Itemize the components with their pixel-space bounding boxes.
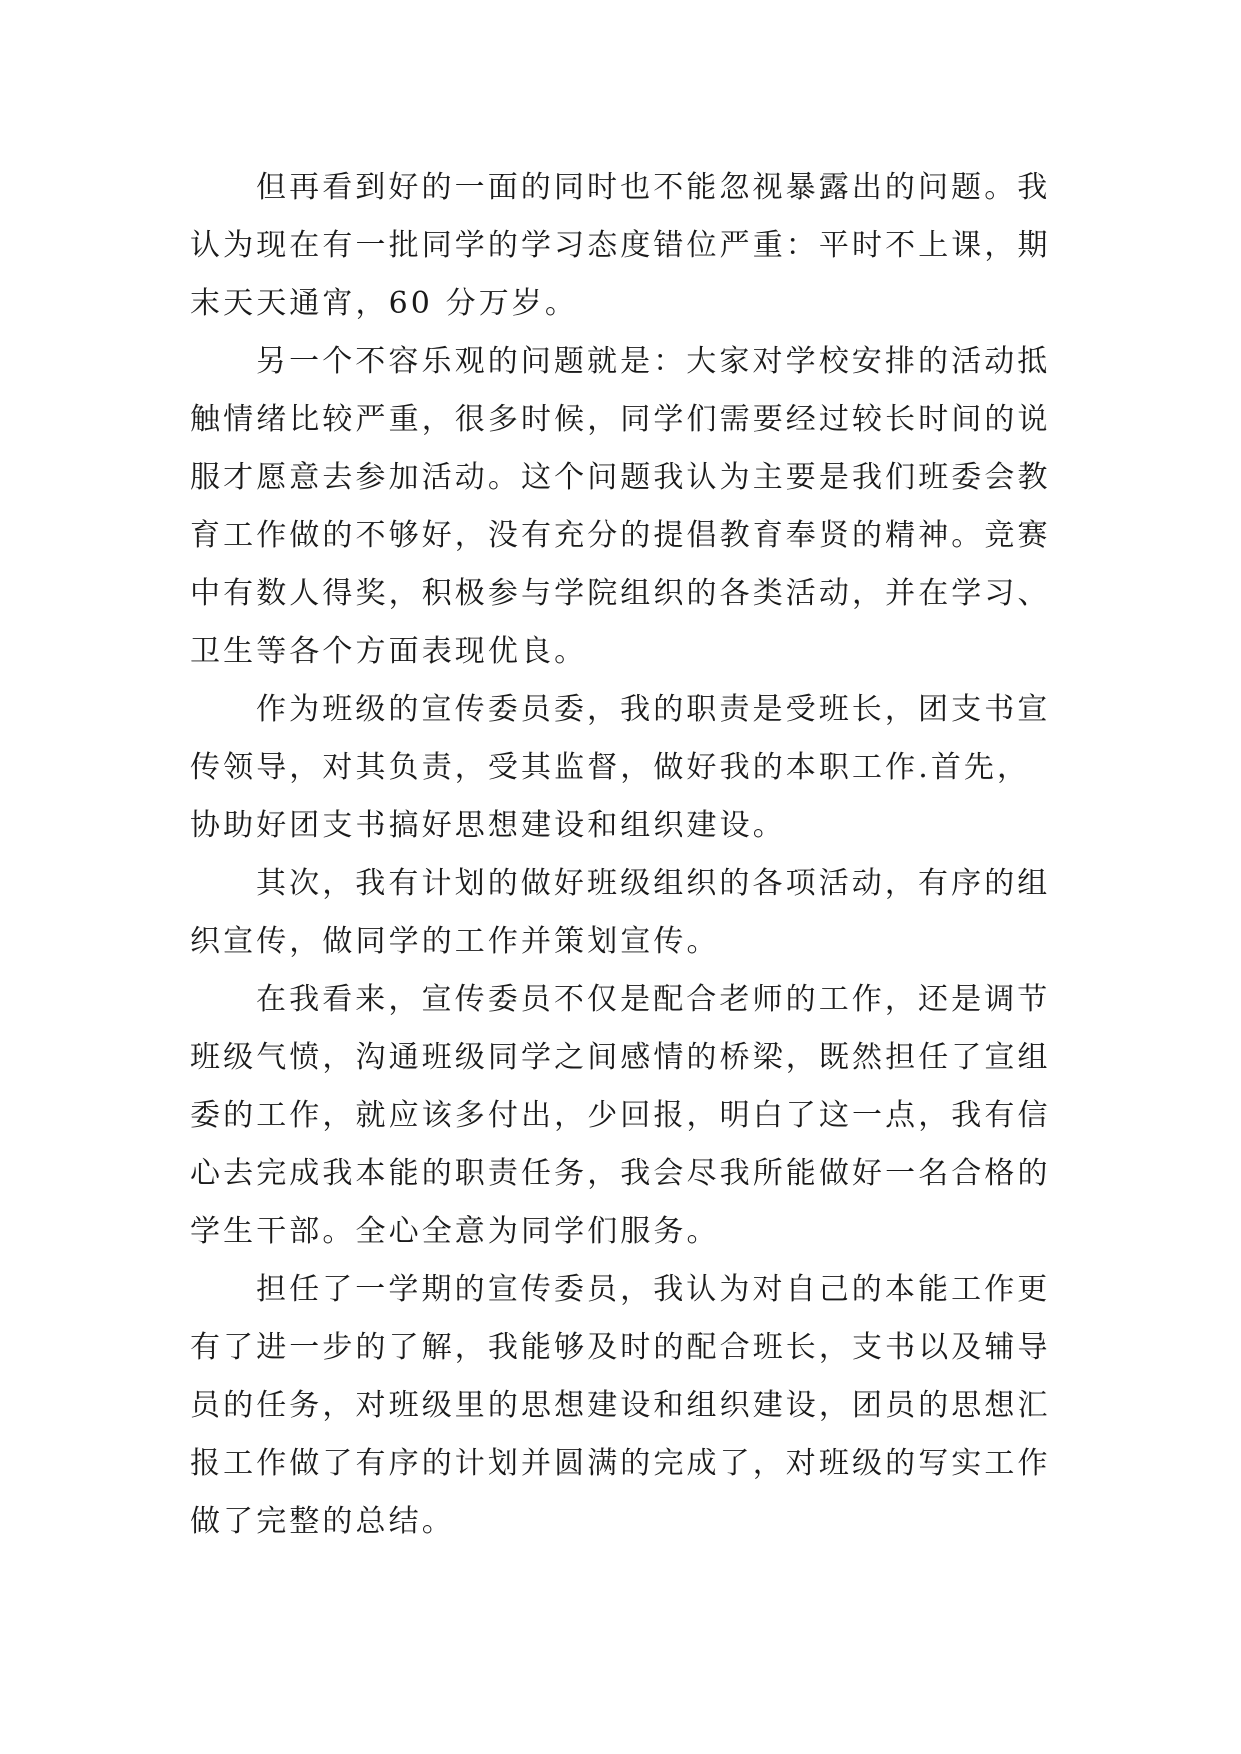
text-line: 作为班级的宣传委员委，我的职责是受班长，团支书宣 <box>256 692 1051 727</box>
text-line: 担任了一学期的宣传委员，我认为对自己的本能工作更 <box>256 1272 1051 1307</box>
text-line: 卫生等各个方面表现优良。 <box>190 634 588 669</box>
paragraph-6 <box>190 1261 1070 1551</box>
text-line: 认为现在有一批同学的学习态度错位严重：平时不上课，期 <box>190 228 1051 263</box>
text-line: 员的任务，对班级里的思想建设和组织建设，团员的思想汇 <box>190 1388 1051 1423</box>
text-line: 班级气愤，沟通班级同学之间感情的桥梁，既然担任了宣组 <box>190 1040 1051 1075</box>
paragraph-3 <box>190 681 1070 855</box>
text-line: 学生干部。全心全意为同学们服务。 <box>190 1214 720 1249</box>
text-line: 心去完成我本能的职责任务，我会尽我所能做好一名合格的 <box>190 1156 1051 1191</box>
text-line: 织宣传，做同学的工作并策划宣传。 <box>190 924 720 959</box>
paragraph-4 <box>190 855 1070 971</box>
text-line: 但再看到好的一面的同时也不能忽视暴露出的问题。我 <box>256 170 1051 205</box>
text-line: 委的工作，就应该多付出，少回报，明白了这一点，我有信 <box>190 1098 1051 1133</box>
paragraph-2 <box>190 333 1070 681</box>
document-body <box>190 159 1070 1551</box>
text-line: 协助好团支书搞好思想建设和组织建设。 <box>190 808 786 843</box>
text-line: 另一个不容乐观的问题就是：大家对学校安排的活动抵 <box>256 344 1051 379</box>
text-line: 末天天通宵，60 分万岁。 <box>190 286 579 321</box>
text-line: 其次，我有计划的做好班级组织的各项活动，有序的组 <box>256 866 1051 901</box>
paragraph-1 <box>190 159 1070 333</box>
text-line: 在我看来，宣传委员不仅是配合老师的工作，还是调节 <box>256 982 1051 1017</box>
text-line: 有了进一步的了解，我能够及时的配合班长，支书以及辅导 <box>190 1330 1051 1365</box>
text-line: 中有数人得奖，积极参与学院组织的各类活动，并在学习、 <box>190 576 1051 611</box>
text-line: 传领导，对其负责，受其监督，做好我的本职工作.首先， <box>190 750 1031 785</box>
text-line: 服才愿意去参加活动。这个问题我认为主要是我们班委会教 <box>190 460 1051 495</box>
paragraph-5 <box>190 971 1070 1261</box>
text-line: 报工作做了有序的计划并圆满的完成了，对班级的写实工作 <box>190 1446 1051 1481</box>
text-line: 育工作做的不够好，没有充分的提倡教育奉贤的精神。竞赛 <box>190 518 1051 553</box>
text-line: 触情绪比较严重，很多时候，同学们需要经过较长时间的说 <box>190 402 1051 437</box>
text-line: 做了完整的总结。 <box>190 1504 455 1539</box>
